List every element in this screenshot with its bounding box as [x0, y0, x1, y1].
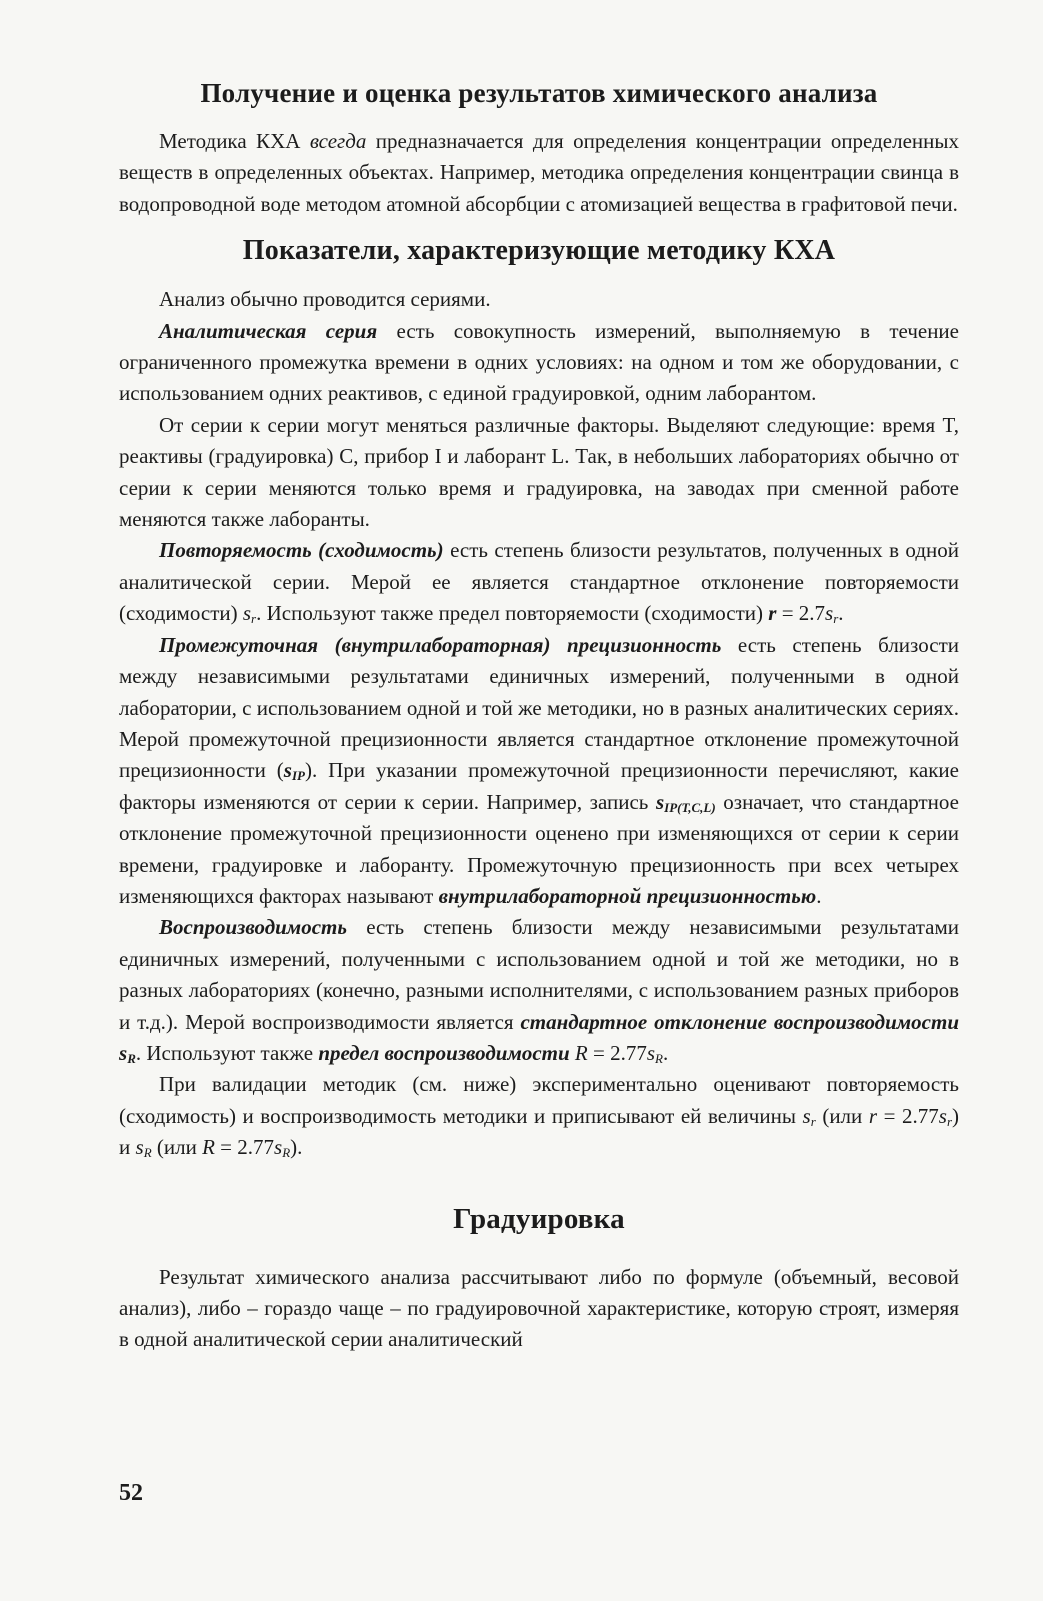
- emphasis-text: всегда: [309, 129, 367, 153]
- paragraph-calibration: Результат химического анализа рассчитывают либо по формуле (объемный, весовой анализ), либо – гораздо чаще – по градуировочной характеристике, которую строят, измеряя в одной аналитической серии аналитический: [119, 1264, 959, 1352]
- subscript: r: [946, 1113, 952, 1129]
- page-number: 52: [119, 1480, 143, 1506]
- text-run: = 2.77: [587, 1040, 647, 1065]
- paragraph-intermediate-precision: [119, 630, 959, 913]
- symbol-s: s: [825, 601, 834, 626]
- paragraph-series-intro: Анализ обычно проводится сериями.: [159, 287, 491, 312]
- section-heading-results: Получение и оценка результатов химического анализа: [200, 78, 878, 108]
- section-heading-indicators: Показатели, характеризующие методику КХА: [242, 235, 836, 267]
- text-run: (или: [151, 1135, 203, 1160]
- paragraph-validation: [119, 1069, 959, 1163]
- text-run: .: [662, 1040, 669, 1065]
- text-run: ).: [290, 1135, 303, 1160]
- term-reproducibility-sd: стандартное отклонение воспроизводимости s: [119, 1009, 959, 1065]
- text-run: ). При указании промежуточной прецизионности перечисляют, какие факторы изменяются от серии к серии. Например, запись: [119, 758, 959, 814]
- symbol-s: s: [242, 601, 252, 626]
- symbol-s: s: [274, 1135, 283, 1160]
- text-run: ) и: [119, 1103, 959, 1160]
- term-intralab-precision: внутрилабораторной прецизионностью: [438, 883, 817, 908]
- subscript: r: [810, 1113, 816, 1129]
- text-run: .: [816, 883, 822, 908]
- text-run: = 2.7: [776, 601, 826, 626]
- symbol-s: s: [938, 1103, 947, 1128]
- subscript: R: [282, 1145, 291, 1161]
- text-run: = 2.77: [877, 1103, 939, 1128]
- symbol-R: R: [569, 1040, 588, 1065]
- section-heading-calibration: Градуировка: [453, 1202, 625, 1235]
- term-analytical-series: Аналитическая серия: [159, 318, 378, 343]
- text-run: есть степень близости между независимыми результатами единичных измерений, полученными в одной лаборатории, с использованием одной и той же методики, но в разных аналитических сериях. Мерой промежуточной прецизионности является стандартное отклонение промежуточной прецизионности (: [119, 632, 959, 783]
- term-reproducibility-limit: предел воспроизводимости: [318, 1040, 570, 1065]
- term-intermediate-precision: Промежуточная (внутрилабораторная) прецизионность: [159, 632, 722, 657]
- text-run: есть степень близости между независимыми результатами единичных измерений, полученными с использованием одной и той же методики, но в разных лабораториях (конечно, разными исполнителями, с использованием разных приборов и т.д.). Мерой воспроизводимости является: [119, 915, 959, 1034]
- text-run: .: [838, 601, 844, 626]
- text-run: есть степень близости результатов, полученных в одной аналитической серии. Мерой ее является стандартное отклонение повторяемости (сходимости): [119, 538, 959, 626]
- paragraph-kha-method: [119, 126, 959, 220]
- text-run: Методика КХА: [159, 129, 310, 153]
- symbol-s: s: [283, 758, 292, 783]
- text-run: означает, что стандартное отклонение промежуточной прецизионности оценено при изменяющихся от серии к серии времени, градуировке и лаборанту. Промежуточную прецизионность при всех четырех изменяющихся факторах называют: [119, 789, 960, 908]
- text-run: = 2.77: [214, 1135, 275, 1160]
- subscript: R: [143, 1145, 152, 1161]
- text-run: При валидации методик (см. ниже) экспериментально оценивают повторяемость (сходимость) и воспроизводимость методики и приписывают ей величины: [119, 1072, 959, 1128]
- symbol-R: R: [202, 1135, 215, 1160]
- page-content: [119, 72, 959, 1356]
- subscript: r: [251, 611, 257, 627]
- text-run: (или: [815, 1103, 869, 1128]
- text-run: предназначается для определения концентрации определенных веществ в определенных объектах. Например, методика определения концентрации свинца в водопроводной воде методом атомной абсорбции с атомизацией вещества в графитовой печи.: [119, 129, 959, 216]
- symbol-s: s: [655, 789, 665, 814]
- text-run: . Используют также предел повторяемости (сходимости): [256, 601, 769, 626]
- symbol-r: r: [768, 601, 777, 626]
- term-reproducibility: Воспроизводимость: [159, 915, 347, 940]
- symbol-s: s: [135, 1135, 144, 1160]
- term-repeatability: Повторяемость (сходимость): [159, 538, 444, 563]
- text-run: есть совокупность измерений, выполняемую в течение ограниченного промежутка времени в одних условиях: на одном и том же оборудовании, с использованием одних реактивов, с единой градуировкой, одним лаборантом.: [119, 318, 959, 406]
- paragraph-repeatability: [119, 535, 959, 629]
- symbol-s: s: [646, 1040, 656, 1065]
- paragraph-reproducibility: [119, 912, 959, 1069]
- symbol-s: s: [802, 1103, 811, 1128]
- subscript: R: [127, 1050, 136, 1066]
- subscript: IP(T,C,L): [664, 799, 716, 815]
- subscript: r: [833, 611, 839, 627]
- subscript: R: [655, 1050, 663, 1066]
- symbol-r: r: [868, 1103, 878, 1128]
- subscript: IP: [291, 768, 305, 784]
- paragraph-factors: От серии к серии могут меняться различные факторы. Выделяют следующие: время T, реактивы (градуировка) C, прибор I и лаборант L. Так, в небольших лабораториях обычно от серии к серии меняются только время и градуировка, на заводах при сменной работе меняются также лаборанты.: [119, 412, 959, 532]
- paragraph-analytical-series: [119, 316, 959, 410]
- text-run: . Используют также: [135, 1040, 319, 1065]
